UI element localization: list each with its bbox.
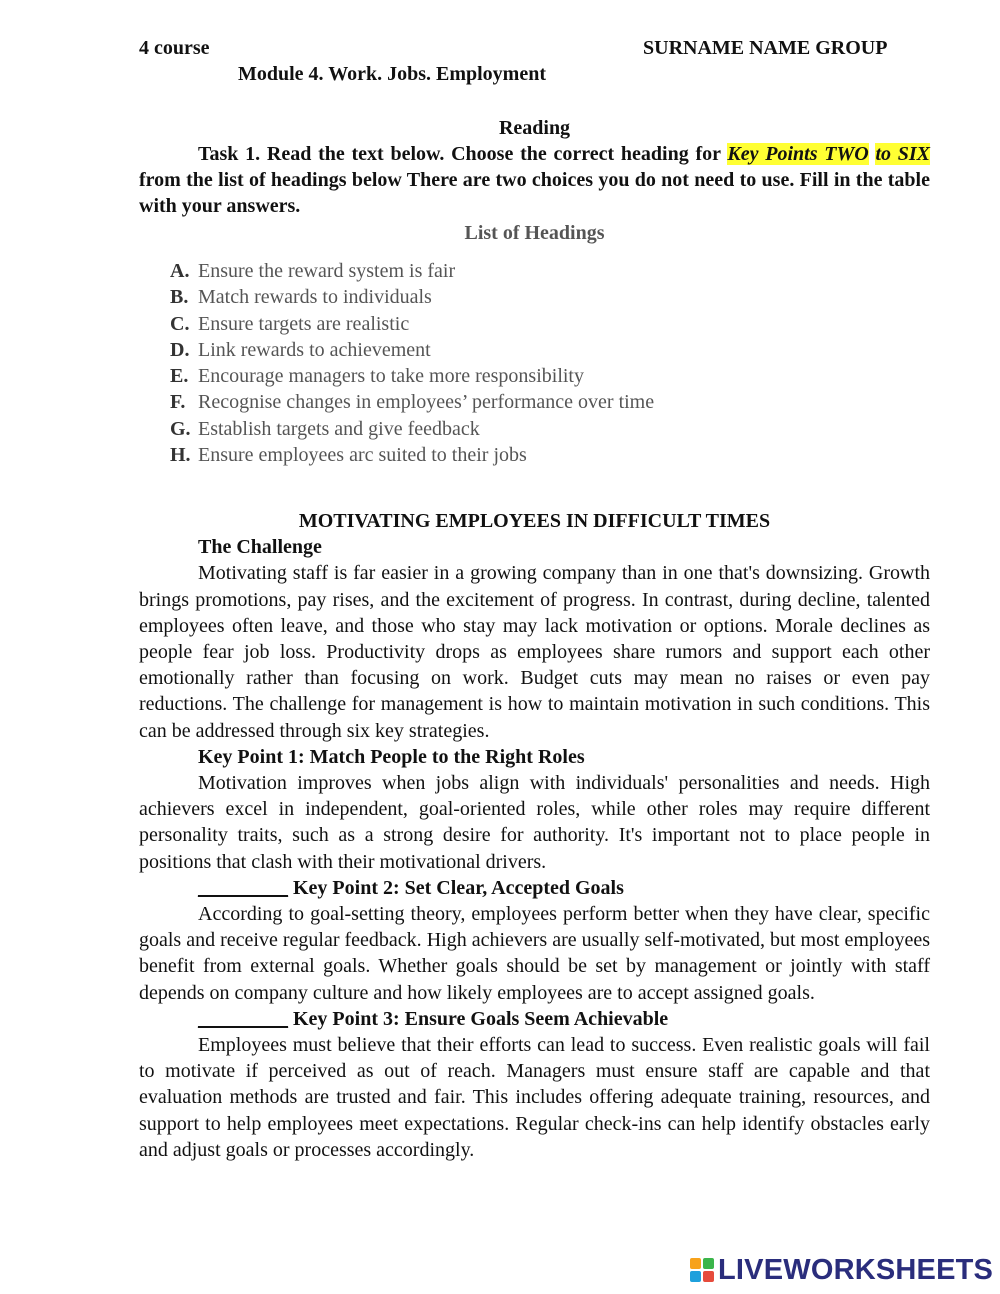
task-prefix: Task 1. Read the text below. Choose the correct heading for xyxy=(198,143,728,165)
challenge-paragraph: Motivating staff is far easier in a growing company than in one that's downsizing. Growth brings promotions, pay rises, and the excitement of progress. In contrast, during decline, talented employees often leave, and those who stay may lack motivation or options. Morale declines as people fear job loss. Productivity drops as employees share rumors and support each other emotionally rather than focusing on work. Budget cuts may mean no raises or even pay reductions. The challenge for management is how to maintain motivation in such conditions. This can be addressed through six key strategies. xyxy=(139,562,930,742)
reading-title: Reading xyxy=(498,117,571,139)
heading-item: D. Link rewards to achievement xyxy=(170,338,431,361)
key-point-2-heading: Key Point 2: Set Clear, Accepted Goals xyxy=(293,876,624,899)
heading-item: B. Match rewards to individuals xyxy=(170,286,432,309)
article xyxy=(139,508,930,1163)
module-title: Module 4. Work. Jobs. Employment xyxy=(238,63,546,85)
heading-item: G. Establish targets and give feedback xyxy=(170,417,480,440)
liveworksheets-logo xyxy=(690,1254,993,1286)
answer-blank-2[interactable]: _________ xyxy=(198,876,288,899)
task-highlight-2: to SIX xyxy=(875,143,930,165)
heading-item: C. Ensure targets are realistic xyxy=(170,312,410,335)
list-of-headings-title: List of Headings xyxy=(464,222,605,244)
headings-list xyxy=(170,258,654,468)
key-point-3-heading: Key Point 3: Ensure Goals Seem Achievable xyxy=(293,1007,669,1030)
student-fields-label: SURNAME NAME GROUP xyxy=(643,37,888,59)
key-point-2-heading-row xyxy=(139,875,930,901)
answer-blank-3[interactable]: _________ xyxy=(198,1007,288,1030)
key-point-1-paragraph: Motivation improves when jobs align with individuals' personalities and needs. High achievers excel in independent, goal-oriented roles, while other roles may require different personality traits, such as a strong desire for authority. It's important not to place people in positions that clash with their motivational drivers. xyxy=(139,772,930,873)
key-point-1-heading: Key Point 1: Match People to the Right Roles xyxy=(198,745,585,768)
heading-item: E. Encourage managers to take more responsibility xyxy=(170,365,584,388)
logo-text: LIVEWORKSHEETS xyxy=(718,1253,994,1286)
heading-item: H. Ensure employees arc suited to their jobs xyxy=(170,444,527,467)
task-highlight-1: Key Points TWO xyxy=(727,143,869,165)
task-instructions xyxy=(139,141,930,220)
article-title: MOTIVATING EMPLOYEES IN DIFFICULT TIMES xyxy=(298,510,771,532)
course-label: 4 course xyxy=(139,37,210,59)
challenge-heading: The Challenge xyxy=(198,536,322,559)
task-suffix: from the list of headings below There are two choices you do not need to use. Fill in the table with your answers. xyxy=(139,169,930,218)
logo-mark-icon xyxy=(690,1258,714,1282)
heading-item: F. Recognise changes in employees’ performance over time xyxy=(170,391,655,414)
heading-item: A. Ensure the reward system is fair xyxy=(170,260,456,282)
key-point-3-heading-row xyxy=(139,1006,930,1032)
key-point-3-paragraph: Employees must believe that their efforts can lead to success. Even realistic goals will fail to motivate if perceived as out of reach. Managers must ensure staff are capable and that evaluation methods are trusted and fair. This includes offering adequate training, resources, and support to help employees meet expectations. Regular check-ins can help identify obstacles early and adjust goals or processes accordingly. xyxy=(139,1034,930,1161)
key-point-2-paragraph: According to goal-setting theory, employees perform better when they have clear, specific goals and receive regular feedback. High achievers are usually self-motivated, but most employees benefit from external goals. Whether goals should be set by management or jointly with staff depends on company culture and how likely employees are to accept assigned goals. xyxy=(139,903,930,1004)
